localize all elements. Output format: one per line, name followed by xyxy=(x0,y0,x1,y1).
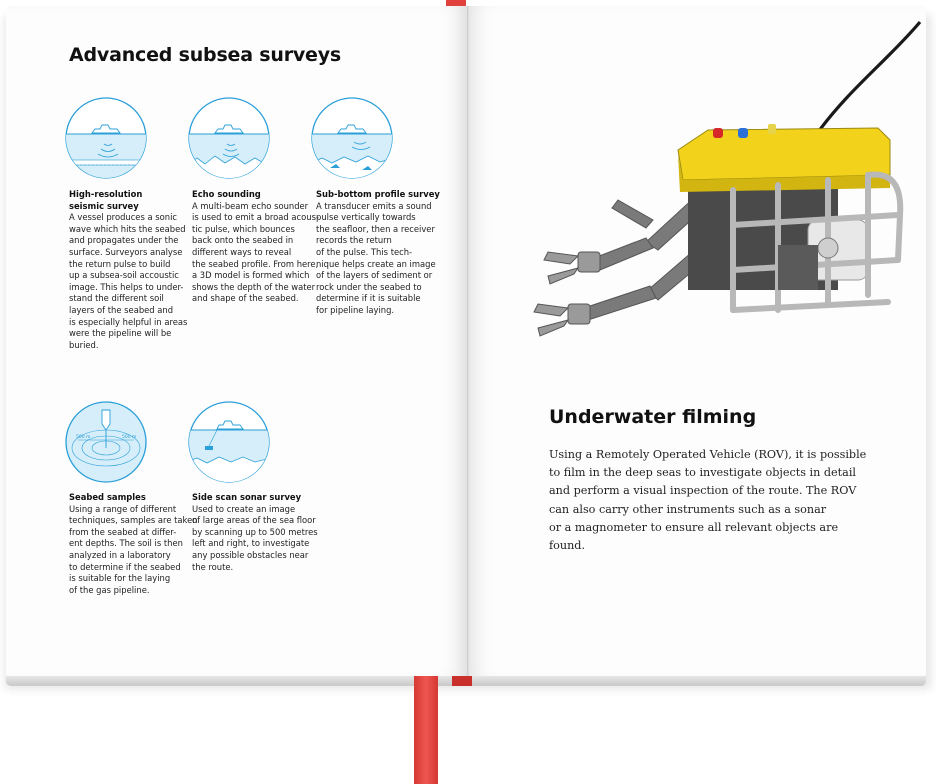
sub-bottom-profile-icon xyxy=(310,96,394,180)
section-paragraph: Using a Remotely Operated Vehicle (ROV), it is possible to film in the deep seas to investigate objects in detail and perform a visual inspection of the route. The ROV can also carry other instruments such as a sonar or a magnometer to ensure all relevant objects are found. xyxy=(549,448,867,553)
rov-illustration xyxy=(508,20,928,350)
survey-item-body: Used to create an image of large areas of the sea floor by scanning up to 500 metres left and right, to investigate any possible obstacles near the route. xyxy=(192,503,318,572)
survey-item-body: Using a range of different techniques, samples are taken from the seabed at differ- ent depths. The soil is then analyzed in a laboratory to determine if the seabed is suitable for the laying of the gas pipeline. xyxy=(69,503,198,595)
survey-item-body: A vessel produces a sonic wave which hits the seabed and propagates under the surface. Surveyors analyse the return pulse to build up a subsea-soil accoustic image. This helps to under- stand the different soil layers of the seabed and is especially helpful in areas were the pipeline will be buried. xyxy=(69,212,188,350)
survey-item-body: A multi-beam echo sounder is used to emit a broad acous- tic pulse, which bounces back onto the seabed in different ways to reveal the seabed profile. From here, a 3D model is formed which shows the depth of the water and shape of the seabed. xyxy=(192,200,319,304)
side-scan-sonar-icon xyxy=(187,400,271,484)
survey-item-seabed-samples xyxy=(69,492,205,596)
bookmark-ribbon-stub xyxy=(452,676,472,686)
survey-item-heading: Echo sounding xyxy=(192,189,261,199)
survey-item-heading: Side scan sonar survey xyxy=(192,492,302,502)
book-spine xyxy=(467,6,469,678)
survey-item-body: A transducer emits a sound pulse vertically towards the seafloor, then a receiver records the return of the pulse. This tech- nique helps create an image of the layers of sediment or rock under the seabed to determine if it is suitable for pipeline laying. xyxy=(316,200,436,315)
survey-item-sub-bottom xyxy=(316,189,458,317)
echo-sounding-icon xyxy=(187,96,271,180)
survey-item-seismic xyxy=(69,189,205,351)
bookmark-ribbon xyxy=(414,676,438,784)
seismic-survey-icon xyxy=(64,96,148,180)
page-title: Advanced subsea surveys xyxy=(69,44,342,66)
survey-item-side-scan xyxy=(192,492,328,573)
survey-item-heading: Sub-bottom profile survey xyxy=(316,189,440,199)
survey-item-heading: Seabed samples xyxy=(69,492,146,502)
survey-item-echo-sounding xyxy=(192,189,328,305)
survey-item-heading: High-resolution seismic survey xyxy=(69,189,143,211)
seabed-samples-icon xyxy=(64,400,148,484)
sample-range-right-label: 500 m xyxy=(122,435,137,440)
sample-range-left-label: 500 m xyxy=(76,435,91,440)
section-title: Underwater filming xyxy=(549,406,757,428)
